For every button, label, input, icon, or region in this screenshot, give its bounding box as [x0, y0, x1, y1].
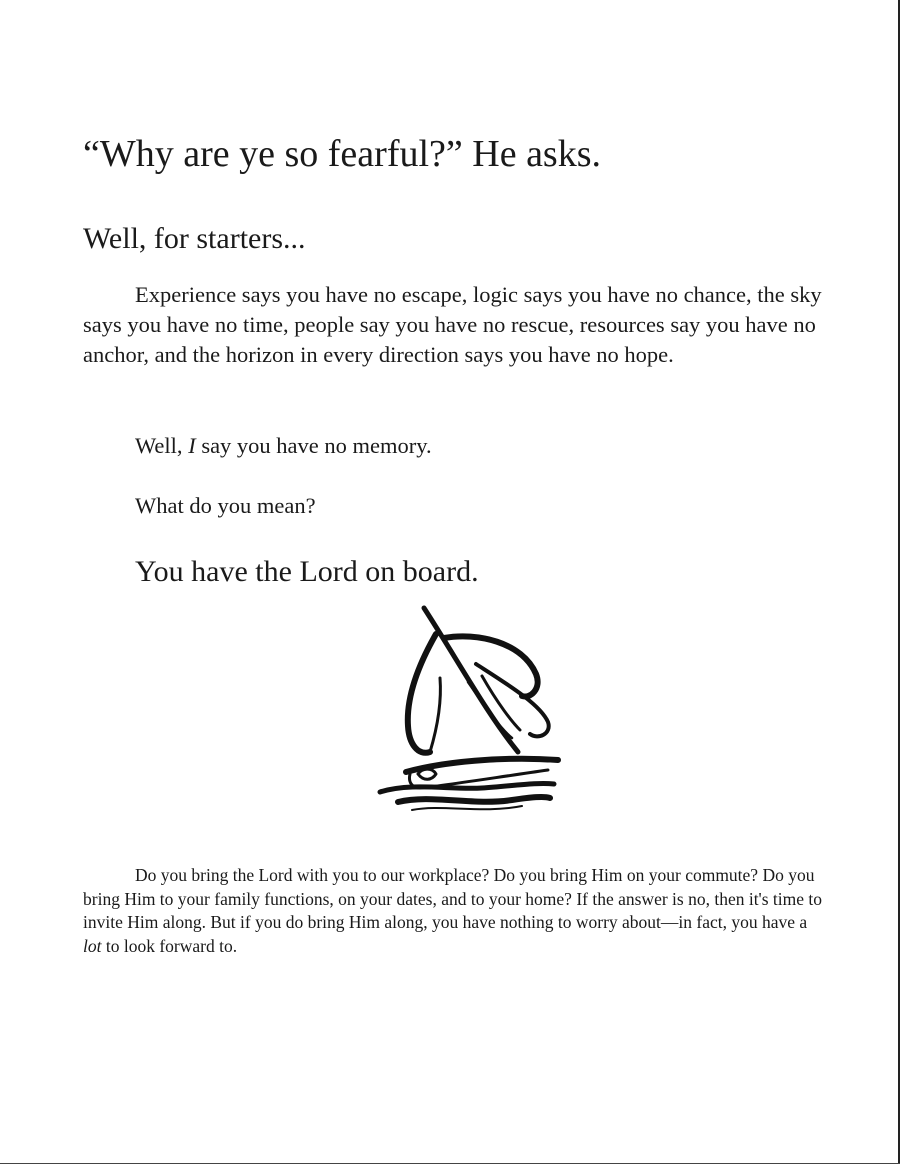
memory-line-emphasis: I	[188, 433, 196, 458]
body-paragraph-1	[83, 280, 823, 370]
body-paragraph-2-text: Do you bring the Lord with you to our workplace? Do you bring Him on your commute? Do you bring Him to your family functions, on your dates, and to your home? If the answer is no, then it's time to invite Him along. But if you do bring Him along, you have nothing to worry about—in fact, you have a	[83, 865, 822, 932]
answer-line: You have the Lord on board.	[135, 555, 479, 588]
body-paragraph-2	[83, 864, 823, 958]
body-paragraph-1-text: Experience says you have no escape, logic says you have no chance, the sky says you have no time, people say you have no rescue, resources say you have no anchor, and the horizon in every direction says you have no hope.	[83, 282, 822, 367]
sailboat-icon	[372, 604, 564, 816]
page-heading: “Why are ye so fearful?” He asks.	[83, 133, 602, 175]
memory-line-suffix: say you have no memory.	[195, 433, 432, 458]
body-paragraph-2-suffix: to look forward to.	[101, 935, 238, 956]
memory-line-prefix: Well,	[135, 433, 189, 458]
body-paragraph-2-emphasis: lot	[83, 935, 102, 956]
page-subheading: Well, for starters...	[83, 222, 306, 255]
question-line: What do you mean?	[135, 493, 316, 518]
memory-line	[135, 431, 432, 461]
